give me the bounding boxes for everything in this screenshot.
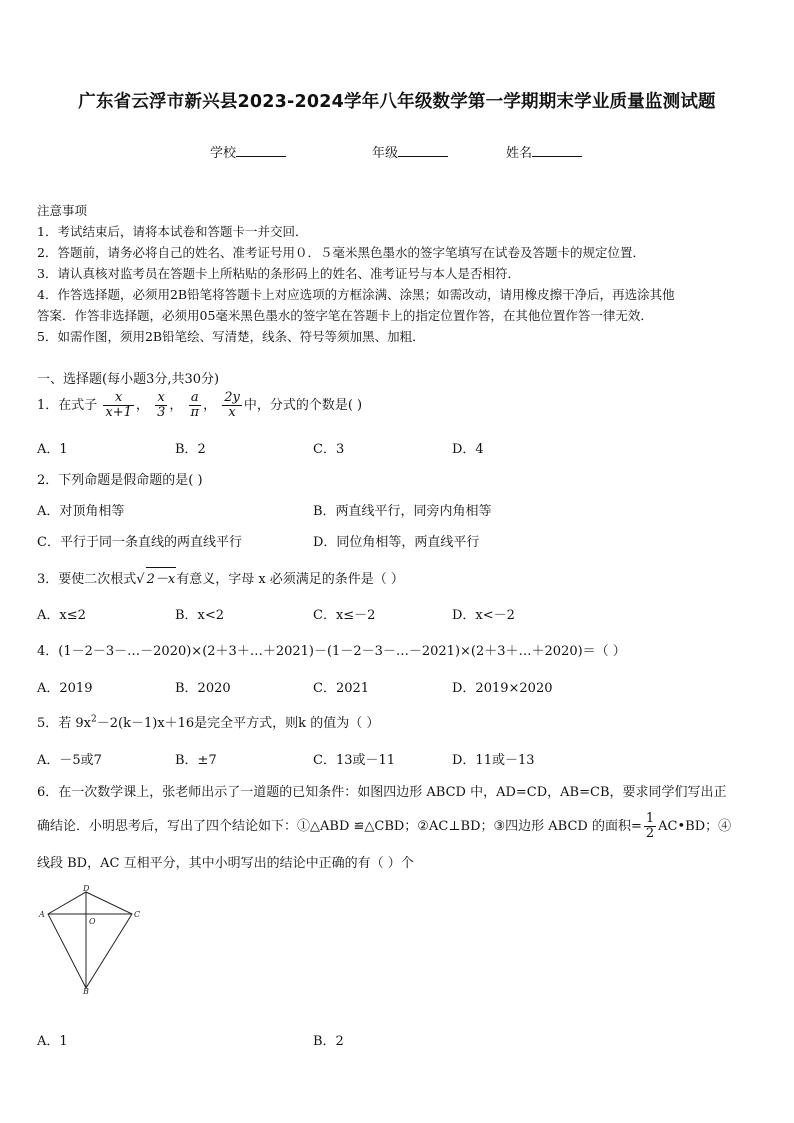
notes-item: 5．如需作图，须用2B铅笔绘、写清楚，线条、符号等须加黑、加粗．: [37, 329, 425, 344]
school-field: [210, 142, 286, 161]
notes-item: 1．考试结束后，请将本试卷和答题卡一并交回．: [37, 224, 308, 239]
page-title: 广东省云浮市新兴县2023-2024学年八年级数学第一学期期末学业质量监测试题: [78, 92, 716, 112]
option: D．4: [452, 442, 484, 457]
notes-section: [37, 200, 675, 347]
fraction-2y-over-x: $\frac{2y}{x}$: [224, 390, 240, 420]
option: B．±7: [175, 753, 217, 768]
option: A．1: [37, 1034, 68, 1049]
grade-field: [372, 142, 448, 161]
option: D．同位角相等，两直线平行: [313, 535, 480, 550]
grade-blank[interactable]: [398, 143, 448, 157]
option: D．x<－2: [452, 608, 515, 623]
grade-label: 年级: [372, 146, 399, 161]
fraction-one-half: $\frac{1}{2}$: [645, 811, 655, 841]
fraction-x-over-3: $\frac{x}{3}$: [157, 390, 166, 420]
option: D．11或－13: [452, 753, 535, 768]
option: A．2019: [37, 681, 93, 696]
school-label: 学校: [210, 146, 237, 161]
notes-item: 3．请认真核对监考员在答题卡上所粘贴的条形码上的姓名、准考证号与本人是否相符．: [37, 266, 520, 281]
question-6-line-1: 6．在一次数学课上，张老师出示了一道题的已知条件：如图四边形 ABCD 中，AD=CD，AB=CB，要求同学们写出正: [37, 785, 727, 800]
label-o: O: [89, 917, 96, 926]
question-3-stem: [37, 567, 404, 587]
sqrt-symbol: √: [136, 572, 145, 587]
option: B．2: [175, 442, 206, 457]
quadrilateral-abcd: [48, 892, 132, 988]
notes-item: 答案．作答非选择题，必须用05毫米黑色墨水的签字笔在答题卡上的指定位置作答，在其他位置作答一律无效．: [37, 308, 653, 323]
label-c: C: [134, 910, 141, 919]
option: A．x≤2: [37, 608, 86, 623]
question-6-line-3: 线段 BD，AC 互相平分，其中小明写出的结论中正确的有（ ）个: [37, 856, 414, 871]
q3-prefix: 3．要使二次根式: [37, 572, 137, 587]
notes-item: 4．作答选择题，必须用2B铅笔将答题卡上对应选项的方框涂满、涂黑；如需改动，请用橡皮擦干净后，再选涂其他: [37, 287, 675, 302]
fraction-x-over-x-plus-1: $\frac{x}{x+1}$: [105, 390, 132, 420]
option: C．13或－11: [313, 753, 396, 768]
question-6-line-2: 确结论．小明思考后，写出了四个结论如下：①△ABD ≌△CBD；②AC⊥BD；③四边形 ABCD 的面积= $\frac{1}{2}$ AC•BD；④: [37, 811, 732, 841]
option: B．2020: [175, 681, 231, 696]
q3-radicand: 2－x: [146, 567, 177, 587]
label-d: D: [83, 884, 90, 893]
school-blank[interactable]: [236, 143, 286, 157]
option: A．对顶角相等: [37, 504, 125, 519]
question-1-stem: 1．在式子 $\frac{x}{x+1}$ ， $\frac{x}{3}$ ， $\frac{a}{\pi}$ ， $\frac{2y}{x}$ 中，分式的个数是( ): [37, 390, 363, 420]
label-a: A: [39, 910, 45, 919]
option: A．1: [37, 442, 68, 457]
name-label: 姓名: [506, 146, 533, 161]
fraction-a-over-pi: $\frac{a}{\pi}$: [190, 390, 200, 420]
option: C．x≤－2: [313, 608, 376, 623]
option: B．x<2: [175, 608, 225, 623]
section-heading: 一、选择题(每小题3分,共30分): [37, 372, 220, 387]
q1-suffix: 中，分式的个数是( ): [243, 398, 363, 413]
option: C．2021: [313, 681, 370, 696]
option: B．两直线平行，同旁内角相等: [313, 504, 492, 519]
quadrilateral-figure: [34, 884, 144, 999]
label-b: B: [83, 987, 89, 996]
name-field: [506, 142, 582, 161]
notes-item: 2．答题前，请务必将自己的姓名、准考证号用０．５毫米黑色墨水的签字笔填写在试卷及答题卡的规定位置．: [37, 245, 645, 260]
option: D．2019×2020: [452, 681, 553, 696]
q1-prefix: 1．在式子: [37, 398, 98, 413]
question-2-stem: 2．下列命题是假命题的是( ): [37, 473, 203, 488]
question-4-stem: 4．(1－2－3－…－2020)×(2＋3＋…＋2021)－(1－2－3－…－2021)×(2＋3＋…＋2020)＝（ ）: [37, 644, 626, 659]
option: A．－5或7: [37, 753, 102, 768]
question-5-stem: 5．若 $9x^2-2(k-1)x+16$是完全平方式，则k 的值为（ ）: [37, 714, 380, 731]
option: C．平行于同一条直线的两直线平行: [37, 535, 242, 550]
option: C．3: [313, 442, 345, 457]
option: B．2: [313, 1034, 344, 1049]
name-blank[interactable]: [532, 143, 582, 157]
q3-suffix: 有意义，字母 x 必须满足的条件是（ ）: [176, 572, 404, 587]
notes-heading: 注意事项: [37, 203, 88, 218]
